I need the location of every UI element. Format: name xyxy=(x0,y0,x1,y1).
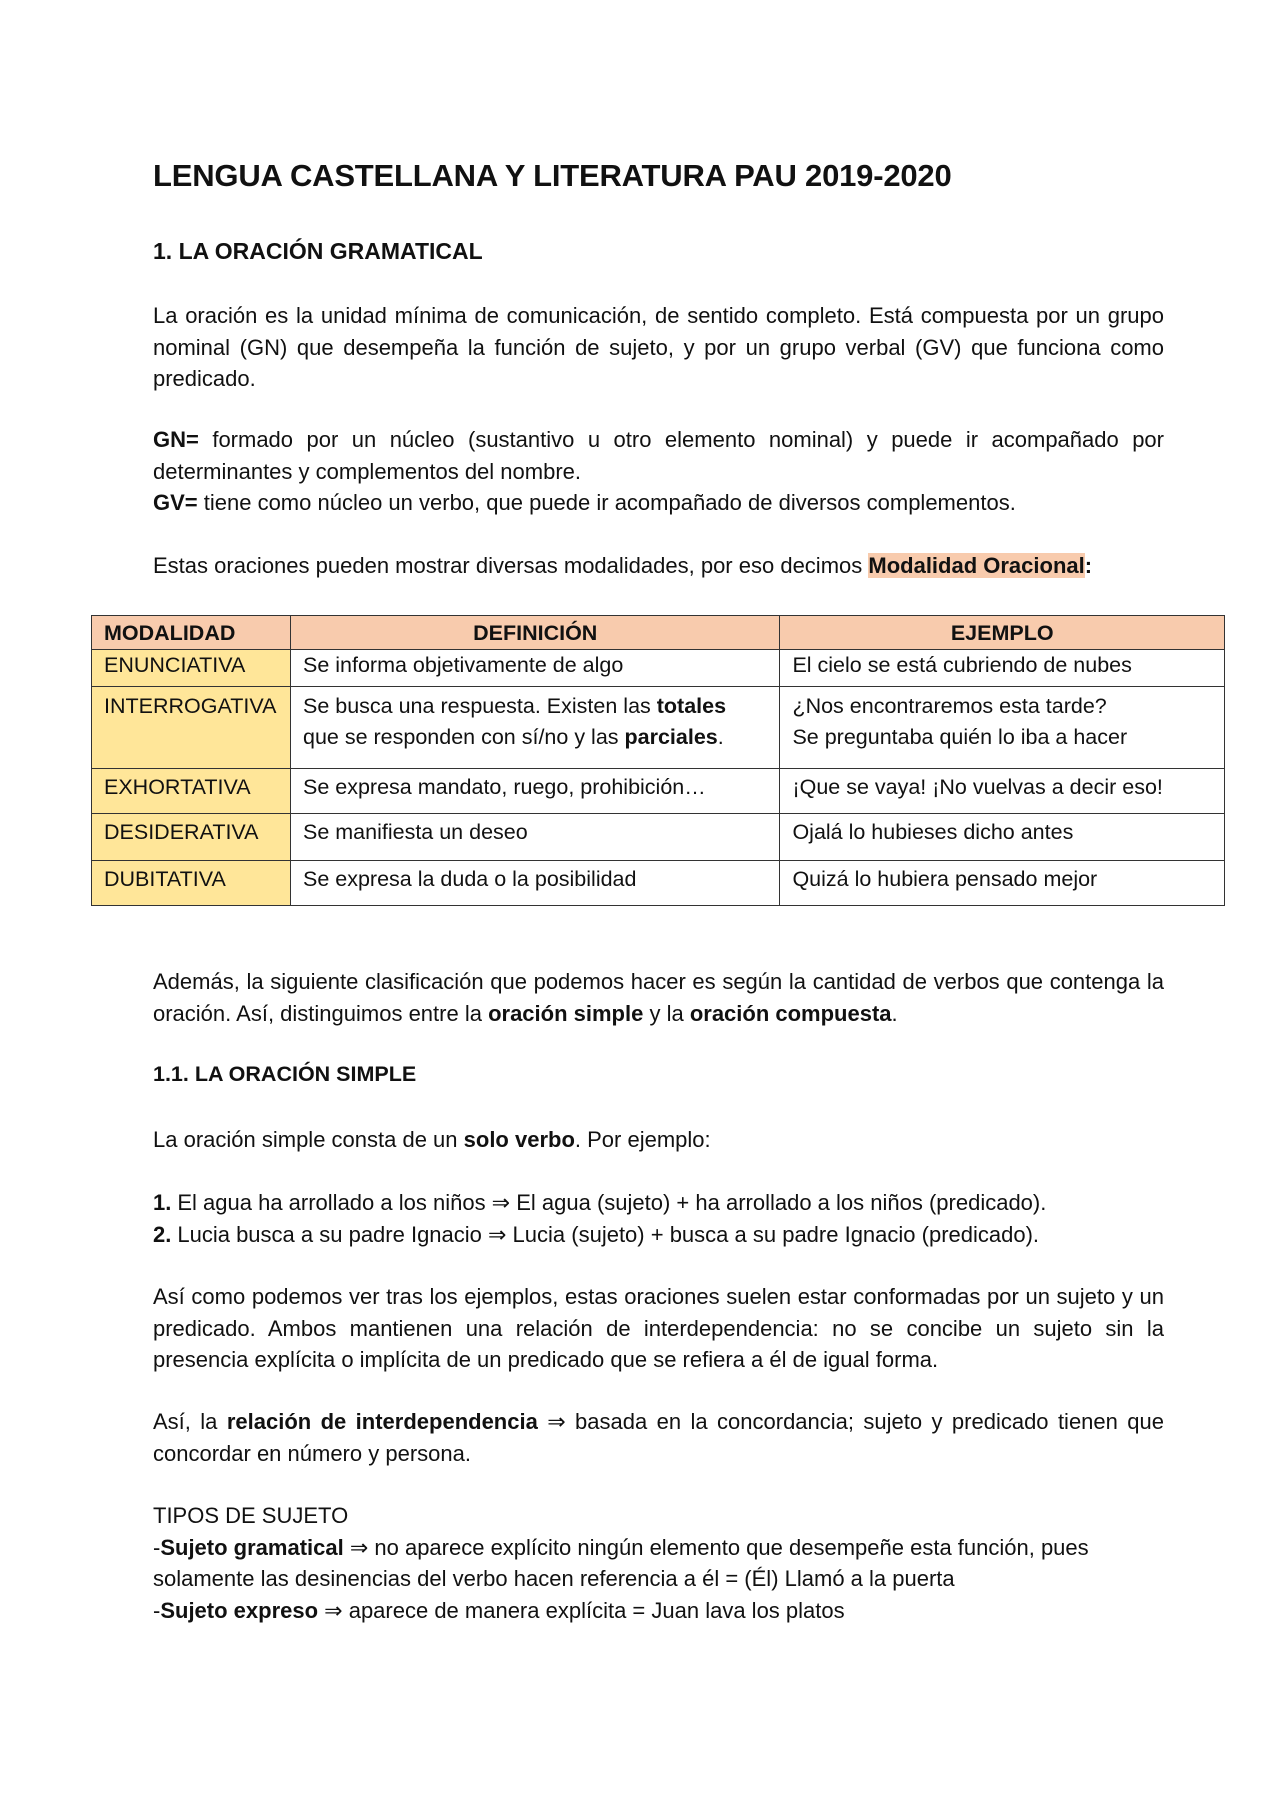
sujeto-gramatical-item xyxy=(153,1532,1164,1595)
header-definicion: DEFINICIÓN xyxy=(290,616,779,650)
gv-definition xyxy=(153,487,1164,519)
intro-text: La oración simple consta de un xyxy=(153,1127,464,1152)
header-modalidad: MODALIDAD xyxy=(92,616,291,650)
tipos-sujeto-heading: TIPOS DE SUJETO xyxy=(153,1503,349,1528)
clasificacion-paragraph xyxy=(153,966,1164,1029)
ejemplo-line: Se preguntaba quién lo iba a hacer xyxy=(792,725,1128,749)
cell-ejemplo: Quizá lo hubiera pensado mejor xyxy=(780,861,1225,906)
relacion-block xyxy=(153,1406,1164,1469)
intro-text: . Por ejemplo: xyxy=(574,1127,711,1152)
def-bold-totales: totales xyxy=(656,694,727,718)
cell-modalidad: EXHORTATIVA xyxy=(92,769,291,814)
dash: - xyxy=(153,1534,161,1560)
dash: - xyxy=(153,1597,161,1623)
cell-definicion: Se expresa la duda o la posibilidad xyxy=(290,861,779,906)
example-number: 1. xyxy=(153,1190,172,1215)
table-row xyxy=(92,814,1225,861)
sujeto-gramatical-text: ⇒ no aparece explícito ningún elemento que desempeñe esta función, pues solamente las desinencias del verbo hacen referencia a él = (Él) Llamó a la puerta xyxy=(153,1534,1089,1591)
def-text: . xyxy=(717,725,724,749)
cell-modalidad: DESIDERATIVA xyxy=(92,814,291,861)
gn-definition xyxy=(153,424,1164,487)
example-text: El agua ha arrollado a los niños ⇒ El agua (sujeto) + ha arrollado a los niños (predicado). xyxy=(177,1190,1047,1215)
def-text: Se busca una respuesta. Existen las xyxy=(302,694,657,718)
header-ejemplo: EJEMPLO xyxy=(780,616,1225,650)
intro-paragraph: La oración es la unidad mínima de comunicación, de sentido completo. Está compuesta por un grupo nominal (GN) que desempeña la función de sujeto, y por un grupo verbal (GV) que funciona como predicado. xyxy=(153,303,1164,391)
clasificacion-text: Además, la siguiente clasificación que podemos hacer es según la cantidad de verbos que contenga la oración. Así, distinguimos entre la xyxy=(153,969,1164,1026)
document-title: LENGUA CASTELLANA Y LITERATURA PAU 2019-2020 xyxy=(153,158,952,193)
table-row xyxy=(92,769,1225,814)
cell-ejemplo: El cielo se está cubriendo de nubes xyxy=(780,650,1225,687)
list-item xyxy=(153,1187,1164,1219)
cell-definicion: Se manifiesta un deseo xyxy=(290,814,779,861)
modalidades-intro xyxy=(153,550,1164,582)
modalidades-intro-text: Estas oraciones pueden mostrar diversas modalidades, por eso decimos xyxy=(153,553,869,578)
subsection-heading-oracion-simple: 1.1. LA ORACIÓN SIMPLE xyxy=(153,1062,417,1086)
examples-list xyxy=(153,1187,1164,1250)
clasificacion-text: y la xyxy=(643,1000,690,1026)
clasificacion-block xyxy=(153,966,1164,1029)
table-row xyxy=(92,861,1225,906)
relacion-paragraph xyxy=(153,1406,1164,1469)
gn-label: GN= xyxy=(153,427,199,452)
gv-label: GV= xyxy=(153,490,198,515)
subsection-heading-block xyxy=(153,1062,1164,1087)
modalidades-colon: : xyxy=(1084,553,1093,578)
relacion-text: Así, la xyxy=(153,1409,227,1434)
sujeto-gramatical-bold: Sujeto gramatical xyxy=(160,1534,344,1560)
relacion-bold: relación de interdependencia xyxy=(226,1409,538,1434)
modalidad-table xyxy=(91,615,1225,906)
cell-modalidad: ENUNCIATIVA xyxy=(92,650,291,687)
relacion-text: ⇒ basada en la concordancia; sujeto y predicado tienen que concordar en número y persona. xyxy=(153,1409,1164,1466)
tipos-sujeto-block xyxy=(153,1500,1164,1626)
oracion-simple-intro xyxy=(153,1124,1164,1156)
clasificacion-text: . xyxy=(891,1000,898,1026)
interdependencia-intro-block xyxy=(153,1281,1164,1376)
cell-definicion: Se informa objetivamente de algo xyxy=(290,650,779,687)
oracion-compuesta-bold: oración compuesta xyxy=(689,1000,892,1026)
cell-ejemplo: Ojalá lo hubieses dicho antes xyxy=(780,814,1225,861)
table-row xyxy=(92,687,1225,769)
cell-definicion: Se expresa mandato, ruego, prohibición… xyxy=(290,769,779,814)
cell-modalidad: INTERROGATIVA xyxy=(92,687,291,769)
cell-ejemplo xyxy=(780,687,1225,769)
oracion-simple-intro-block xyxy=(153,1124,1164,1156)
intro-block xyxy=(153,300,1164,395)
sujeto-expreso-item xyxy=(153,1595,1164,1627)
sujeto-expreso-text: ⇒ aparece de manera explícita = Juan lava los platos xyxy=(318,1597,845,1623)
modalidades-intro-block xyxy=(153,550,1164,582)
cell-modalidad: DUBITATIVA xyxy=(92,861,291,906)
section-heading-oracion-gramatical: 1. LA ORACIÓN GRAMATICAL xyxy=(153,238,483,264)
table-row xyxy=(92,650,1225,687)
example-text: Lucia busca a su padre Ignacio ⇒ Lucia (sujeto) + busca a su padre Ignacio (predicado). xyxy=(177,1221,1040,1247)
sujeto-expreso-bold: Sujeto expreso xyxy=(160,1597,319,1623)
def-bold-parciales: parciales xyxy=(624,725,718,749)
def-text: que se responden con sí/no y las xyxy=(302,725,625,749)
gn-gv-block xyxy=(153,424,1164,519)
oracion-simple-bold: oración simple xyxy=(488,1000,644,1026)
modalidad-oracional-highlight: Modalidad Oracional xyxy=(868,553,1085,578)
examples-block xyxy=(153,1187,1164,1250)
list-item xyxy=(153,1219,1164,1251)
cell-ejemplo: ¡Que se vaya! ¡No vuelvas a decir eso! xyxy=(780,769,1225,814)
solo-verbo-bold: solo verbo xyxy=(463,1127,575,1152)
cell-definicion xyxy=(290,687,779,769)
example-number: 2. xyxy=(153,1221,172,1247)
gn-text: formado por un núcleo (sustantivo u otro elemento nominal) y puede ir acompañado por determinantes y complementos del nombre. xyxy=(153,427,1164,484)
gv-text: tiene como núcleo un verbo, que puede ir acompañado de diversos complementos. xyxy=(197,490,1016,515)
ejemplo-line: ¿Nos encontraremos esta tarde? xyxy=(792,694,1107,718)
interdependencia-paragraph: Así como podemos ver tras los ejemplos, estas oraciones suelen estar conformadas por un sujeto y un predicado. Ambos mantienen una relación de interdependencia: no se concibe un sujeto sin la presencia explícita o implícita de un predicado que se refiera a él de igual forma. xyxy=(153,1284,1164,1372)
table-header-row xyxy=(92,616,1225,650)
